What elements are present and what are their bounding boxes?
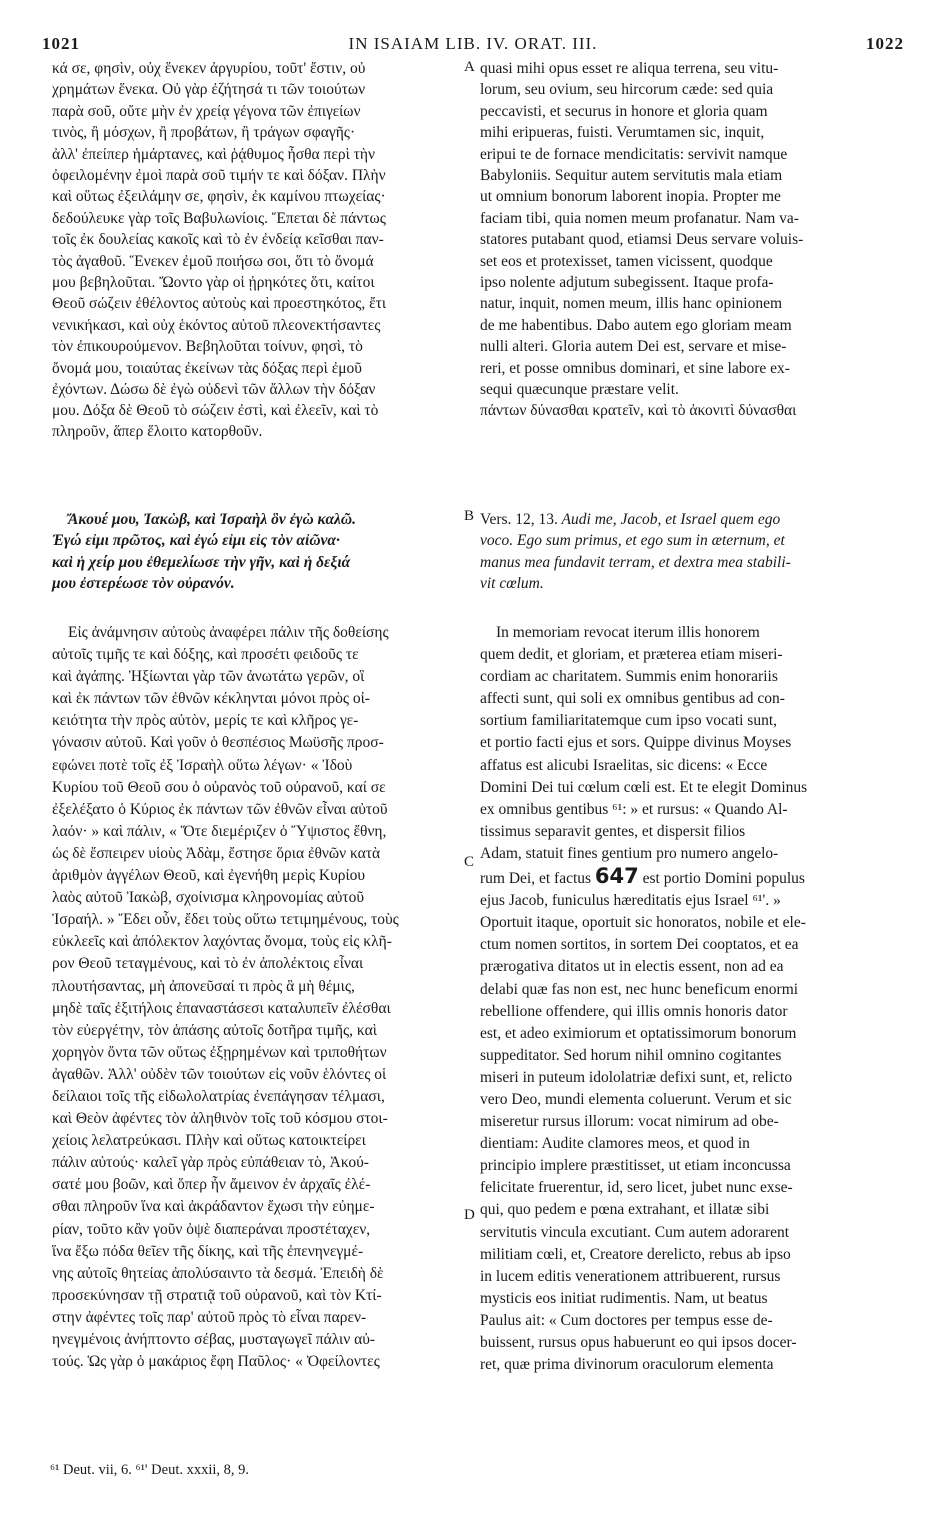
greek-verse-line: Ἄκουέ μου, Ἰακὼβ, καὶ Ἰσραὴλ ὃν ἐγὼ καλῶ. (68, 511, 357, 528)
greek-line: ὀφειλομένην ἐμοὶ παρὰ σοῦ τιμήν τε καὶ δόξαν. Πλὴν (52, 167, 386, 185)
latin-line: cordiam ac charitatem. Summis enim honorariis (480, 668, 778, 686)
margin-letter-a: A (464, 59, 475, 75)
greek-line: λαόν· » καὶ πάλιν, « Ὅτε διεμέριζεν ὁ Ὕψιστος ἔθνη, (52, 822, 387, 840)
running-title: IN ISAIAM LIB. IV. ORAT. III. (348, 34, 598, 53)
latin-verse-line: vit cœlum. (480, 575, 544, 593)
greek-verse-line: μου ἐστερέωσε τὸν οὐρανόν. (52, 575, 235, 593)
latin-line: suppeditator. Sed horum nihil omnino cogitantes (480, 1046, 782, 1064)
latin-line: in lucem editis venerationem attribuerent, rursus (480, 1267, 781, 1285)
greek-line: εφώνει ποτὲ τοῖς ἐξ Ἰσραὴλ οὕτω λέγων· « Ἰδοὺ (52, 756, 353, 774)
latin-verse-line: Audi me, Jacob, et Israel quem ego (561, 511, 781, 528)
greek-line: σθαι πληροῦν ἵνα καὶ ἀκράδαντον ἔχωσι τὴν εὐημε- (52, 1198, 375, 1216)
latin-line: prærogativa ditatos ut in electis essent, non ad ea (480, 958, 784, 976)
latin-line: ejus Jacob, funiculus hæreditatis ejus Israel ⁶¹'. » (480, 892, 781, 910)
greek-line: αὐτοῖς τιμῆς τε καὶ δόξης, καὶ προσέτι φειδοῦς τε (52, 646, 359, 664)
latin-line: dientiam: Audite clamores meos, et quod in (480, 1135, 750, 1153)
greek-line: πλουτήσαντας, μὴ ἀπονεῦσαί τι πρὸς ἃ μὴ θέμις, (52, 977, 355, 995)
latin-line: mihi eripueras, fuisti. Verumtamen sic, inquit, (480, 124, 765, 142)
greek-line: κειότητα τὴν πρὸς αὐτὸν, μερίς τε καὶ κλῆρος γε- (52, 712, 359, 730)
full-width-line (52, 400, 894, 422)
latin-line: miseretur rursus illorum: vocat nimirum ad obe- (480, 1113, 779, 1131)
latin-line: quem dedit, et gloriam, et præterea etiam miseri- (480, 646, 783, 664)
latin-verse-line: voco. Ego sum primus, et ego sum in æternum, et (480, 532, 785, 550)
margin-letter-b: B (464, 508, 475, 524)
greek-line: σατέ μου βοῶν, καὶ ὅπερ ἦν ἄμεινον ἐν ἀρχαῖς ἐλέ- (52, 1176, 371, 1194)
greek-line: πάλιν αὐτούς· καλεῖ γὰρ πρὸς εὐπάθειαν τὸ, Ἀκού- (52, 1154, 369, 1172)
greek-line: ἀγαθῶν. Ἀλλ' οὐδὲν τῶν τοιούτων εἰς νοῦν ἑλόντες οἱ (52, 1065, 387, 1083)
latin-line: delabi quæ fas non est, nec hunc beneficum enormi (480, 980, 799, 998)
latin-line: In memoriam revocat iterum illis honorem (496, 624, 760, 641)
greek-line: δείλαιοι τοῖς τῆς εἰδωλολατρίας ἐνεπάγησαν τέλμασι, (52, 1087, 385, 1105)
greek-line: καὶ ἐκ πάντων τῶν ἐθνῶν κέκληνται μόνοι πρὸς οἰ- (52, 690, 370, 708)
greek-line: καὶ ἀγάπης. Ἠξίωνται γὰρ τῶν ἀνωτάτω γερῶν, οἳ (52, 668, 365, 686)
latin-line: et portio facti ejus et sors. Quippe divinus Moyses (480, 734, 792, 752)
greek-line: νενικήκασι, καὶ οὐχ ἑκόντος αὐτοῦ πλεονεκτήσαντες (52, 316, 381, 334)
latin-line: est, et adeo eximiorum et optatissimorum bonorum (480, 1024, 797, 1042)
greek-line: μου βεβηλοῦται. Ὤοντο γὰρ οἱ ᾐρηκότες ὅτι, καίτοι (52, 274, 375, 292)
latin-line: mysticis eos initiat rudimentis. Nam, ut beatus (480, 1289, 768, 1307)
greek-line: εὐκλεεῖς καὶ ἀπόλεκτον λαχόντας ὄνομα, τοὺς εἰς κλῆ- (52, 933, 392, 951)
latin-line: felicitate fruerentur, id, sero licet, jubet nunc exse- (480, 1179, 793, 1197)
greek-line: Θεοῦ σώζειν ἐθέλοντος αὐτοὺς καὶ προεστηκότος, ἔτι (52, 295, 387, 313)
greek-line: ὡς δὲ ἔσπειρεν υἱοὺς Ἀδὰμ, ἔστησε ὅρια ἐθνῶν κατὰ (52, 844, 381, 862)
latin-line: ret, quæ prima divinorum oraculorum elementa (480, 1356, 774, 1374)
latin-line: Adam, statuit fines gentium pro numero angelo- (480, 844, 779, 862)
greek-line: Ἰσραήλ. » Ἔδει οὖν, ἔδει τοὺς οὕτω τετιμημένους, τοὺς (52, 911, 399, 929)
greek-line: τὸς ἀγαθοῦ. Ἕνεκεν ἐμοῦ ποιήσω σοι, ὅτι τὸ ὄνομά (52, 252, 374, 270)
latin-line: statores putabant quod, etiamsi Deus servare voluis- (480, 231, 804, 249)
column-number-left: 1021 (42, 34, 80, 53)
greek-line: ἀριθμὸν ἀγγέλων Θεοῦ, καὶ ἐγενήθη μερὶς Κυρίου (52, 867, 366, 885)
greek-line: καὶ Θεὸν ἀφέντες τὸν ἀληθινὸν τοῖς τοῦ κόσμου στοι- (52, 1110, 388, 1128)
greek-line: καὶ οὕτως ἐξειλάμην σε, φησὶν, ἐκ καμίνου πτωχείας· (52, 188, 386, 206)
greek-line: κά σε, φησὶν, οὐχ ἕνεκεν ἀργυρίου, τοῦτ' ἔστιν, οὐ (52, 60, 366, 77)
footnotes: ⁶¹ Deut. vii, 6. ⁶¹' Deut. xxxii, 8, 9. (50, 1462, 250, 1478)
greek-line: Κυρίου τοῦ Θεοῦ σου ὁ οὐρανὸς τοῦ οὐρανοῦ, καί σε (52, 778, 386, 796)
greek-line: ρον Θεοῦ τεταγμένους, καὶ τὸ ἐν ἀπολέκτοις εἶναι (52, 955, 364, 973)
latin-line: faciam tibi, quia nomen meum profanatur. Nam va- (480, 209, 799, 227)
greek-line: νης αὐτοῖς θητείας ἀπολύσαιντο τὰ δεσμά. Ἐπειδὴ δὲ (52, 1264, 384, 1282)
greek-line: χορηγὸν ὄντα τῶν οὕτως ἐξῃρημένων καὶ τριποθήτων (52, 1043, 387, 1061)
latin-column-top (480, 58, 893, 401)
greek-line: τὸν εὐεργέτην, τὸν ἁπάσης αὐτοῖς δοτῆρα τιμῆς, καὶ (52, 1021, 377, 1039)
greek-line: Εἰς ἀνάμνησιν αὐτοὺς ἀναφέρει πάλιν τῆς δοθείσης (68, 624, 389, 641)
greek-line: ὄνομά μου, τοιαύτας ἐκείνων τὰς δόξας περὶ ἐμοῦ (52, 359, 362, 377)
greek-line: τοῖς ἐκ δουλείας κακοῖς καὶ τὸ ἐν ἐνδείᾳ κεῖσθαι παν- (52, 231, 384, 249)
greek-line: ἀλλ' ἐπείπερ ἡμάρτανες, καὶ ῥᾴθυμος ἦσθα περὶ τὴν (52, 145, 376, 163)
verse-reference: Vers. 12, 13. (480, 511, 558, 528)
greek-line: ρίαν, τοῦτο κἂν γοῦν ὀψὲ διαπεράναι προστέταχεν, (52, 1220, 371, 1238)
latin-line: Paulus ait: « Cum doctores per tempus esse de- (480, 1311, 773, 1329)
greek-line: παρὰ σοῦ, οὔτε μὴν ἐν χρείᾳ γέγονα τῶν ἐπιγείων (52, 102, 361, 120)
latin-line: set eos et protexisset, tamen vicissent, quodque (480, 252, 773, 270)
latin-line: Oportuit itaque, oportuit sic honoratos, nobile et ele- (480, 914, 806, 932)
greek-line: ἐξελέξατο ὁ Κύριος ἐκ πάντων τῶν ἐθνῶν εἶναι αὐτοῦ (52, 800, 388, 818)
latin-line: reri, et posse omnibus dominari, et sine labore ex- (480, 359, 790, 377)
latin-verse-heading (480, 509, 893, 595)
greek-line: πληροῦν, ἅπερ ἕλοιτο κατορθοῦν. (52, 423, 263, 440)
latin-line: Babyloniis. Sequitur autem servitutis mala etiam (480, 167, 783, 185)
greek-line: τινὸς, ἢ μόσχων, ἢ προβάτων, ἢ τράγων σφαγῆς· (52, 124, 356, 142)
greek-verse-heading (52, 509, 465, 595)
latin-line: rum Dei, et factus 647 est portio Domini populus (480, 864, 805, 889)
greek-line: ηνεγμένοις ἀνήπτοντο σέβας, μυσταγωγεῖ πάλιν αὐ- (52, 1331, 376, 1348)
latin-line: Domini Dei tui cœlum cœli est. Et te elegit Dominus (480, 778, 808, 796)
latin-line: militiam cœli, et, Creatore derelicto, rebus ab ipso (480, 1245, 791, 1263)
latin-line: vero Deo, mundi elementa coluerunt. Verum et sic (480, 1090, 792, 1108)
greek-line: γόνασιν αὐτοῦ. Καὶ γοῦν ὁ θεσπέσιος Μωϋσῆς προσ- (52, 734, 384, 752)
latin-verse-line: manus mea fundavit terram, et dextra mea stabili- (480, 553, 791, 571)
latin-line: ctum nomen sortitos, in sortem Dei cooptatos, et ea (480, 936, 799, 954)
greek-line: στην ἀφέντες τοῖς παρ' αὐτοῦ πρὸς τὸ εἶναι παρεν- (52, 1308, 367, 1326)
full-line-latin: πάντων δύνασθαι κρατεῖν, καὶ τὸ ἀκονιτὶ δύνασθαι (480, 402, 797, 419)
latin-line: lorum, seu ovium, seu hircorum cæde: sed quia (480, 81, 774, 99)
latin-line: tissimus separavit gentes, et dispersit filios (480, 822, 746, 840)
full-line-greek: μου. Δόξα δὲ Θεοῦ τὸ σώζειν ἐστὶ, καὶ ἐλεεῖν, καὶ τὸ (52, 402, 379, 419)
latin-line: affatus est alicubi Israelitas, sic dicens: « Ecce (480, 756, 768, 774)
page-number-marker: 647 (594, 864, 639, 889)
greek-last-top-line (52, 421, 465, 442)
latin-line: peccavisti, et securus in honore et gloria quam (480, 102, 768, 120)
latin-line: servitutis vincula excutiant. Cum autem adorarent (480, 1223, 790, 1241)
latin-line: quasi mihi opus esset re aliqua terrena, seu vitu- (480, 60, 779, 77)
greek-line: τὸν ἐπικουρούμενον. Βεβηλοῦται τοίνυν, φησὶ, τὸ (52, 338, 363, 356)
greek-line: τούς. Ὡς γὰρ ὁ μακάριος ἔφη Παῦλος· « Ὀφείλοντες (52, 1353, 380, 1371)
latin-column-body (480, 622, 893, 1376)
greek-line: χείοις λελατρεύκασι. Πλὴν καὶ οὕτως κατοικτείρει (52, 1132, 366, 1150)
latin-line: ut omnium bonorum laborent inopia. Propter me (480, 188, 781, 206)
latin-line: qui, quo pedem e pœna extrahant, et illatæ sibi (480, 1201, 770, 1219)
latin-line: ipso nolente adjutum subegissent. Itaque profa- (480, 274, 774, 292)
latin-line: miseri in puteum idololatriæ defixi sunt, et, relicto (480, 1068, 793, 1086)
greek-line: ἵνα ἔξω πόδα θεῖεν τῆς δίκης, καὶ τῆς ἐπενηνεγμέ- (52, 1242, 364, 1260)
column-number-right: 1022 (866, 34, 904, 53)
greek-line: ἐχόντων. Δώσω δὲ ἐγὼ οὐδενὶ τῶν ἄλλων τὴν δόξαν (52, 381, 376, 399)
greek-column-top (52, 58, 465, 401)
margin-letter-c: C (464, 854, 475, 870)
greek-verse-line: καὶ ἡ χείρ μου ἐθεμελίωσε τὴν γῆν, καὶ ἡ δεξιά (52, 553, 351, 571)
latin-line: de me habentibus. Dabo autem ego gloriam meam (480, 316, 792, 334)
running-header (42, 34, 904, 56)
latin-line: sortium familiaritatemque cum ipso vocati sunt, (480, 712, 778, 730)
greek-column-body (52, 622, 465, 1373)
latin-line: natur, inquit, nomen meum, illis hanc opinionem (480, 295, 783, 313)
latin-line: ex omnibus gentibus ⁶¹: » et rursus: « Quando Al- (480, 800, 788, 818)
greek-line: χρημάτων ἕνεκα. Οὐ γὰρ ἐζήτησά τι τῶν τοιούτων (52, 81, 366, 99)
latin-line: affecti sunt, qui soli ex omnibus gentibus ad con- (480, 690, 785, 708)
margin-letter-d: D (464, 1207, 475, 1223)
greek-line: προσεκύνησαν τῇ στρατιᾷ τοῦ οὐρανοῦ, καὶ τὸν Κτί- (52, 1286, 382, 1304)
latin-line: buissent, rursus opus habuerunt eo qui ipsos docer- (480, 1334, 797, 1351)
latin-line: rebellione offendere, qui illis omnis honoris dator (480, 1002, 788, 1020)
greek-verse-line: Ἐγώ εἰμι πρῶτος, καὶ ἐγώ εἰμι εἰς τὸν αἰῶνα· (52, 532, 340, 550)
greek-line: δεδούλευκε γὰρ τοῖς Βαβυλωνίοις. Ἕπεται δὲ πάντως (52, 209, 386, 227)
latin-line: principio implere præstitisset, ut etiam inconcussa (480, 1157, 791, 1175)
latin-line: nulli alteri. Gloria autem Dei est, servare et mise- (480, 338, 787, 356)
greek-line: μηδὲ ταῖς ἐξιτήλοις ἐπαναστάσεσι καταλυπεῖν ἐλέσθαι (52, 999, 391, 1017)
latin-line: sequi quæcunque præstare velit. (480, 381, 679, 399)
greek-line: λαὸς αὐτοῦ Ἰακὼβ, σχοίνισμα κληρονομίας αὐτοῦ (52, 889, 365, 907)
latin-line: eripui te de fornace mendicitatis: servivit namque (480, 145, 788, 163)
